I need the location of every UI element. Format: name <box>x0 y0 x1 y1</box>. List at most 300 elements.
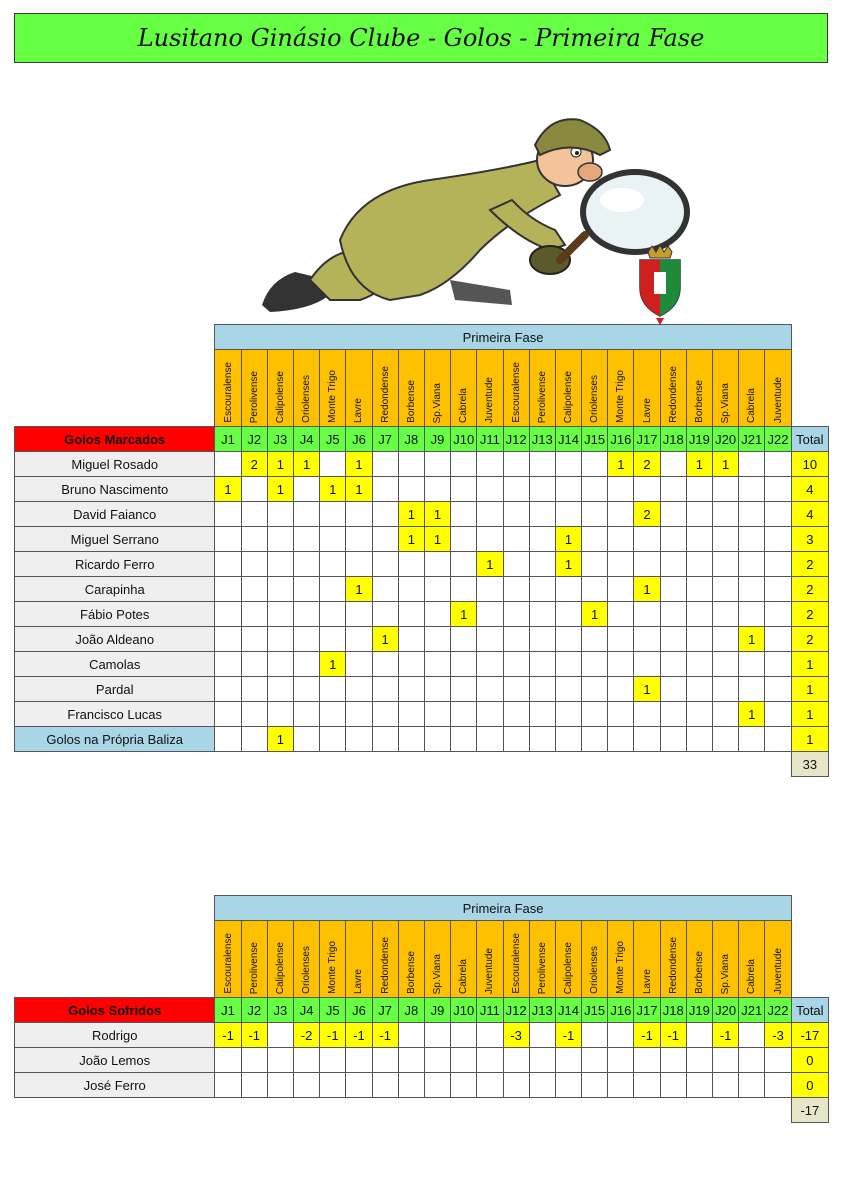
team-name: Cabrela <box>458 958 470 994</box>
goal-cell <box>608 577 634 602</box>
goal-cell <box>477 1073 503 1098</box>
goal-cell <box>608 627 634 652</box>
round-header-cell: J18 <box>660 998 686 1023</box>
goal-cell <box>503 702 529 727</box>
team-header-cell <box>451 921 477 998</box>
goal-cell <box>320 552 346 577</box>
goal-cell <box>346 727 372 752</box>
goal-cell <box>503 1073 529 1098</box>
round-header-cell: J9 <box>424 427 450 452</box>
goal-cell <box>582 727 608 752</box>
goal-cell <box>608 552 634 577</box>
goal-cell <box>451 627 477 652</box>
goal-cell: 1 <box>320 652 346 677</box>
round-header-cell: J11 <box>477 427 503 452</box>
goal-cell <box>555 652 581 677</box>
round-header-cell: J22 <box>765 998 791 1023</box>
goal-cell <box>398 627 424 652</box>
team-name: Monte Trigo <box>615 941 627 994</box>
goal-cell <box>451 552 477 577</box>
team-header-cell <box>713 921 739 998</box>
grand-total: 33 <box>791 752 828 777</box>
goal-cell <box>686 652 712 677</box>
goal-cell <box>294 502 320 527</box>
goal-cell: -1 <box>713 1023 739 1048</box>
goal-cell <box>424 727 450 752</box>
goal-cell <box>634 477 660 502</box>
team-header-cell <box>215 921 241 998</box>
goal-cell <box>451 652 477 677</box>
row-total: 2 <box>791 627 828 652</box>
row-total: 4 <box>791 502 828 527</box>
goal-cell <box>451 1073 477 1098</box>
goal-cell <box>713 552 739 577</box>
row-total: 2 <box>791 602 828 627</box>
goal-cell <box>320 1073 346 1098</box>
goal-cell <box>529 552 555 577</box>
table-row <box>15 602 829 627</box>
team-header-cell <box>634 350 660 427</box>
round-header-cell: J3 <box>267 998 293 1023</box>
goal-cell <box>320 627 346 652</box>
goal-cell <box>398 652 424 677</box>
goal-cell <box>477 452 503 477</box>
goal-cell <box>215 452 241 477</box>
goal-cell <box>713 627 739 652</box>
goal-cell <box>765 552 791 577</box>
goal-cell <box>346 502 372 527</box>
team-name: Sp.Viana <box>432 382 444 423</box>
goal-cell: 1 <box>398 502 424 527</box>
team-row <box>15 921 829 998</box>
team-name: Perolivense <box>248 941 260 994</box>
goal-cell <box>503 452 529 477</box>
goal-cell <box>660 452 686 477</box>
goal-cell: 1 <box>215 477 241 502</box>
team-header-cell <box>582 350 608 427</box>
row-total: 0 <box>791 1048 828 1073</box>
goal-cell <box>320 527 346 552</box>
goal-cell <box>713 702 739 727</box>
goal-cell <box>267 702 293 727</box>
team-name: Escouralense <box>222 362 234 423</box>
goal-cell <box>739 502 765 527</box>
team-header-cell <box>608 350 634 427</box>
goals-scored-rows <box>15 452 829 752</box>
goal-cell <box>529 577 555 602</box>
goal-cell <box>529 477 555 502</box>
row-total: 2 <box>791 577 828 602</box>
goal-cell <box>634 602 660 627</box>
goal-cell <box>660 627 686 652</box>
goal-cell <box>267 552 293 577</box>
goal-cell: 1 <box>320 477 346 502</box>
team-name: Borbense <box>405 380 417 423</box>
goal-cell <box>634 652 660 677</box>
player-name: Miguel Rosado <box>15 452 215 477</box>
team-header-cell <box>267 921 293 998</box>
goal-cell <box>686 527 712 552</box>
goal-cell <box>241 527 267 552</box>
goal-cell <box>529 727 555 752</box>
team-name: Calipolense <box>274 941 286 994</box>
goal-cell <box>267 577 293 602</box>
goal-cell <box>582 1073 608 1098</box>
goal-cell: -2 <box>294 1023 320 1048</box>
goal-cell <box>529 1073 555 1098</box>
goal-cell <box>765 577 791 602</box>
goal-cell <box>739 602 765 627</box>
team-name: Redondense <box>379 366 391 423</box>
goal-cell: 1 <box>424 527 450 552</box>
goal-cell <box>477 702 503 727</box>
player-name: Ricardo Ferro <box>15 552 215 577</box>
team-name: Cabrela <box>458 387 470 423</box>
goal-cell <box>398 1023 424 1048</box>
goal-cell <box>477 602 503 627</box>
goal-cell <box>424 602 450 627</box>
grand-total: -17 <box>791 1098 828 1123</box>
goal-cell <box>608 702 634 727</box>
goal-cell <box>346 527 372 552</box>
round-header-cell: J14 <box>555 427 581 452</box>
goal-cell <box>739 452 765 477</box>
team-header-cell <box>765 350 791 427</box>
table-row <box>15 702 829 727</box>
goal-cell <box>398 577 424 602</box>
team-header-cell <box>713 350 739 427</box>
goal-cell <box>346 677 372 702</box>
goal-cell <box>320 452 346 477</box>
goal-cell <box>739 727 765 752</box>
goal-cell <box>608 652 634 677</box>
goal-cell <box>713 477 739 502</box>
team-name: Redondense <box>667 366 679 423</box>
goal-cell <box>686 727 712 752</box>
goal-cell <box>582 477 608 502</box>
round-header-cell: J20 <box>713 427 739 452</box>
round-header-cell: J16 <box>608 427 634 452</box>
goal-cell <box>529 652 555 677</box>
goal-cell <box>686 577 712 602</box>
table-row <box>15 677 829 702</box>
goal-cell: 1 <box>424 502 450 527</box>
goal-cell: 1 <box>739 627 765 652</box>
round-header-cell: J19 <box>686 427 712 452</box>
goal-cell <box>215 702 241 727</box>
team-header-cell <box>267 350 293 427</box>
round-header-cell: J11 <box>477 998 503 1023</box>
goal-cell <box>346 652 372 677</box>
goal-cell <box>451 477 477 502</box>
goal-cell <box>424 702 450 727</box>
round-header-cell: J6 <box>346 998 372 1023</box>
goal-cell <box>294 552 320 577</box>
team-name: Juventude <box>484 947 496 994</box>
goal-cell: -1 <box>320 1023 346 1048</box>
goal-cell <box>215 1073 241 1098</box>
round-header-cell: J8 <box>398 998 424 1023</box>
goals-conceded-label: Golos Sofridos <box>15 998 215 1023</box>
round-header-cell: J1 <box>215 427 241 452</box>
round-header-cell: J2 <box>241 427 267 452</box>
goal-cell <box>241 1073 267 1098</box>
round-row <box>15 998 829 1023</box>
round-header-cell: J4 <box>294 427 320 452</box>
goal-cell <box>582 452 608 477</box>
goal-cell <box>215 552 241 577</box>
goal-cell: 1 <box>267 452 293 477</box>
goal-cell <box>424 577 450 602</box>
round-header-cell: J5 <box>320 998 346 1023</box>
goal-cell <box>686 1048 712 1073</box>
goal-cell <box>634 1048 660 1073</box>
goals-scored-label: Golos Marcados <box>15 427 215 452</box>
goal-cell <box>765 652 791 677</box>
round-header-cell: J13 <box>529 427 555 452</box>
team-header-cell <box>294 350 320 427</box>
table-row <box>15 552 829 577</box>
goal-cell: -1 <box>215 1023 241 1048</box>
goal-cell <box>215 527 241 552</box>
goal-cell <box>346 1048 372 1073</box>
goals-conceded-rows <box>15 1023 829 1098</box>
team-header-cell <box>582 921 608 998</box>
team-name: Juventude <box>484 376 496 423</box>
goal-cell <box>739 1073 765 1098</box>
round-header-cell: J14 <box>555 998 581 1023</box>
goal-cell: -3 <box>503 1023 529 1048</box>
goal-cell <box>660 602 686 627</box>
goal-cell <box>503 727 529 752</box>
goal-cell <box>241 677 267 702</box>
goal-cell <box>241 502 267 527</box>
goal-cell: -1 <box>660 1023 686 1048</box>
goal-cell <box>503 527 529 552</box>
goal-cell: -1 <box>241 1023 267 1048</box>
goal-cell <box>608 527 634 552</box>
goal-cell <box>424 1048 450 1073</box>
team-name: Escouralense <box>510 933 522 994</box>
player-name: David Faianco <box>15 502 215 527</box>
goal-cell: 1 <box>398 527 424 552</box>
goal-cell <box>372 727 398 752</box>
team-header-cell <box>346 921 372 998</box>
team-name: Monte Trigo <box>615 370 627 423</box>
goal-cell <box>555 1073 581 1098</box>
team-name: Calipolense <box>274 370 286 423</box>
goal-cell <box>713 502 739 527</box>
row-total: 4 <box>791 477 828 502</box>
row-total: -17 <box>791 1023 828 1048</box>
team-header-cell <box>320 921 346 998</box>
goal-cell <box>660 677 686 702</box>
goal-cell <box>241 552 267 577</box>
goal-cell <box>294 652 320 677</box>
goal-cell <box>660 552 686 577</box>
goal-cell <box>529 602 555 627</box>
goal-cell <box>241 727 267 752</box>
player-name: Carapinha <box>15 577 215 602</box>
player-name: Golos na Própria Baliza <box>15 727 215 752</box>
goal-cell <box>372 452 398 477</box>
goal-cell <box>739 1048 765 1073</box>
goal-cell <box>660 577 686 602</box>
goal-cell <box>424 552 450 577</box>
goal-cell <box>267 502 293 527</box>
goal-cell <box>372 477 398 502</box>
goal-cell <box>765 727 791 752</box>
goal-cell <box>398 702 424 727</box>
goal-cell <box>503 577 529 602</box>
round-header-cell: J21 <box>739 998 765 1023</box>
goal-cell <box>346 602 372 627</box>
goal-cell <box>608 602 634 627</box>
team-name: Borbense <box>405 951 417 994</box>
goal-cell <box>660 527 686 552</box>
goal-cell <box>555 677 581 702</box>
goal-cell <box>372 602 398 627</box>
goal-cell <box>529 627 555 652</box>
goal-cell: 2 <box>241 452 267 477</box>
player-name: José Ferro <box>15 1073 215 1098</box>
goal-cell <box>477 477 503 502</box>
goal-cell <box>241 602 267 627</box>
goal-cell <box>267 1023 293 1048</box>
goal-cell <box>477 652 503 677</box>
goal-cell <box>346 552 372 577</box>
goal-cell: 1 <box>451 602 477 627</box>
goal-cell <box>634 552 660 577</box>
team-name: Oriolenses <box>301 375 313 423</box>
goal-cell <box>241 477 267 502</box>
goal-cell <box>713 677 739 702</box>
team-header-cell <box>241 921 267 998</box>
team-name: Escouralense <box>222 933 234 994</box>
goal-cell <box>267 1073 293 1098</box>
goal-cell: 2 <box>634 502 660 527</box>
goal-cell <box>294 627 320 652</box>
team-name: Redondense <box>379 937 391 994</box>
goal-cell <box>765 627 791 652</box>
goal-cell <box>634 627 660 652</box>
row-total: 1 <box>791 702 828 727</box>
goal-cell <box>503 602 529 627</box>
team-header-cell <box>686 350 712 427</box>
goal-cell <box>477 1048 503 1073</box>
round-header-cell: J7 <box>372 998 398 1023</box>
goal-cell <box>320 677 346 702</box>
goal-cell <box>451 677 477 702</box>
round-header-cell: J10 <box>451 427 477 452</box>
goal-cell <box>582 1048 608 1073</box>
goals-conceded-table <box>14 895 829 1123</box>
goal-cell <box>765 1073 791 1098</box>
team-name: Cabrela <box>746 958 758 994</box>
team-header-cell <box>660 350 686 427</box>
goal-cell <box>424 1023 450 1048</box>
team-name: Oriolenses <box>589 375 601 423</box>
goal-cell <box>660 727 686 752</box>
goal-cell <box>555 577 581 602</box>
goal-cell <box>608 1073 634 1098</box>
goal-cell <box>739 527 765 552</box>
round-header-cell: J9 <box>424 998 450 1023</box>
player-name: João Aldeano <box>15 627 215 652</box>
goal-cell <box>555 727 581 752</box>
goal-cell <box>398 1048 424 1073</box>
goal-cell: 1 <box>713 452 739 477</box>
team-name: Calipolense <box>562 941 574 994</box>
row-total: 0 <box>791 1073 828 1098</box>
goal-cell: 1 <box>267 727 293 752</box>
round-header-cell: J17 <box>634 427 660 452</box>
goal-cell <box>424 627 450 652</box>
goal-cell <box>660 1048 686 1073</box>
goals-scored-table <box>14 324 829 777</box>
goal-cell: 1 <box>634 577 660 602</box>
team-name: Perolivense <box>248 370 260 423</box>
team-name: Calipolense <box>562 370 574 423</box>
row-total: 10 <box>791 452 828 477</box>
goal-cell <box>267 527 293 552</box>
goal-cell <box>294 602 320 627</box>
goal-cell <box>451 502 477 527</box>
round-header-cell: J4 <box>294 998 320 1023</box>
goal-cell <box>372 577 398 602</box>
goal-cell <box>555 1048 581 1073</box>
goal-cell <box>555 502 581 527</box>
goal-cell <box>424 452 450 477</box>
goal-cell <box>241 627 267 652</box>
goal-cell <box>372 502 398 527</box>
phase-header: Primeira Fase <box>215 896 791 921</box>
goal-cell <box>739 652 765 677</box>
round-row <box>15 427 829 452</box>
goal-cell <box>739 1023 765 1048</box>
round-header-cell: J19 <box>686 998 712 1023</box>
goal-cell <box>582 502 608 527</box>
team-name: Sp.Viana <box>720 382 732 423</box>
team-header-cell <box>424 921 450 998</box>
team-header-cell <box>294 921 320 998</box>
goal-cell <box>477 1023 503 1048</box>
table-row <box>15 627 829 652</box>
goal-cell <box>529 1023 555 1048</box>
team-name: Lavre <box>353 397 365 423</box>
round-header-cell: J15 <box>582 427 608 452</box>
goal-cell <box>424 477 450 502</box>
goal-cell <box>241 652 267 677</box>
team-name: Monte Trigo <box>327 941 339 994</box>
goal-cell: 1 <box>739 702 765 727</box>
total-header: Total <box>791 998 828 1023</box>
team-name: Borbense <box>693 380 705 423</box>
goal-cell: 1 <box>294 452 320 477</box>
goal-cell <box>372 1073 398 1098</box>
goal-cell <box>765 677 791 702</box>
team-name: Sp.Viana <box>720 953 732 994</box>
player-name: Miguel Serrano <box>15 527 215 552</box>
goal-cell <box>267 627 293 652</box>
page-title: Lusitano Ginásio Clube - Golos - Primeira Fase <box>14 13 828 63</box>
team-header-cell <box>503 921 529 998</box>
goal-cell <box>215 502 241 527</box>
team-name: Oriolenses <box>301 946 313 994</box>
team-name: Lavre <box>353 968 365 994</box>
goal-cell <box>739 477 765 502</box>
goal-cell: -3 <box>765 1023 791 1048</box>
